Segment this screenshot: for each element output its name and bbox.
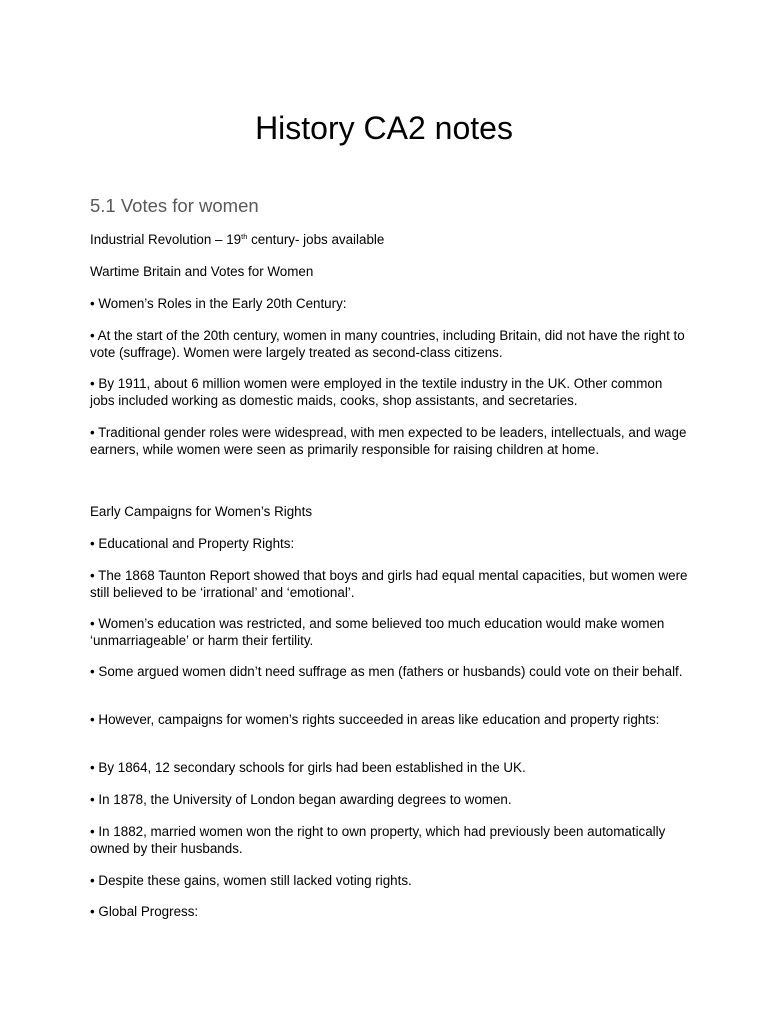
- section-heading: 5.1 Votes for women: [90, 195, 259, 216]
- bullet-paragraph: • Traditional gender roles were widespread, with men expected to be leaders, intellectuals, and wage earners, while women were seen as primarily responsible for raising children at home.: [90, 425, 687, 457]
- bullet-paragraph: • At the start of the 20th century, women in many countries, including Britain, did not have the right to vote (suffrage). Women were largely treated as second-class citizens.: [90, 328, 685, 360]
- bullet-paragraph: • By 1911, about 6 million women were employed in the textile industry in the UK. Other common jobs included working as domestic maids, cooks, shop assistants, and secretaries.: [90, 376, 663, 408]
- intro-line-superscript: th: [241, 232, 248, 241]
- intro-line-text-end: century- jobs available: [247, 232, 385, 247]
- bullet-paragraph: • Educational and Property Rights:: [90, 536, 295, 551]
- subheading-wartime-britain: Wartime Britain and Votes for Women: [90, 264, 314, 279]
- intro-line: [90, 232, 690, 249]
- document-title: History CA2 notes: [255, 110, 513, 146]
- bullet-paragraph: • In 1882, married women won the right to own property, which had previously been automatically owned by their husbands.: [90, 824, 666, 856]
- bullet-paragraph: • In 1878, the University of London began awarding degrees to women.: [90, 792, 512, 807]
- bullet-paragraph: • Women’s Roles in the Early 20th Century:: [90, 296, 347, 311]
- bullet-paragraph: • Despite these gains, women still lacked voting rights.: [90, 873, 412, 888]
- bullet-paragraph: • The 1868 Taunton Report showed that boys and girls had equal mental capacities, but women were still believed to be ‘irrational’ and ‘emotional’.: [90, 568, 688, 600]
- bullet-paragraph: • However, campaigns for women’s rights succeeded in areas like education and property rights:: [90, 712, 660, 727]
- subheading-early-campaigns: Early Campaigns for Women’s Rights: [90, 504, 313, 519]
- bullet-paragraph: • By 1864, 12 secondary schools for girls had been established in the UK.: [90, 760, 526, 775]
- bullet-paragraph: • Some argued women didn’t need suffrage as men (fathers or husbands) could vote on their behalf.: [90, 664, 683, 679]
- bullet-paragraph: • Women’s education was restricted, and some believed too much education would make women ‘unmarriageable’ or harm their fertility.: [90, 616, 665, 648]
- intro-line-text: Industrial Revolution – 19: [90, 232, 242, 247]
- bullet-paragraph: • Global Progress:: [90, 904, 199, 919]
